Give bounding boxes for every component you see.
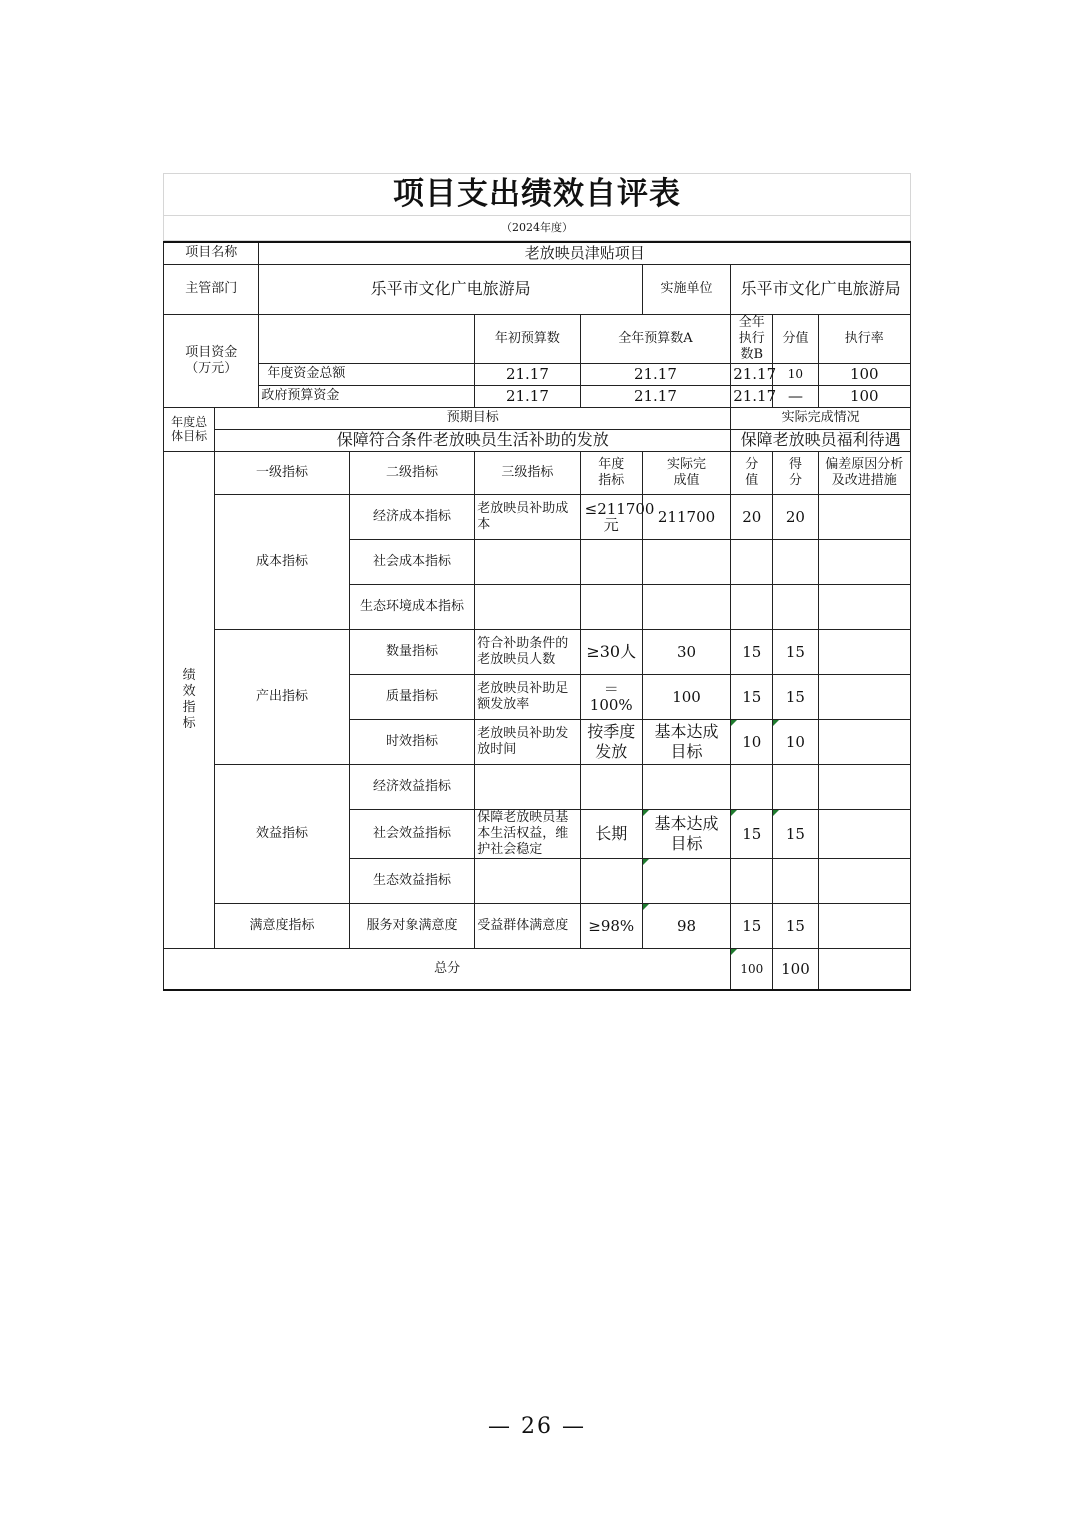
indicator-value <box>731 539 773 584</box>
indicator-level3: 老放映员补助发放时间 <box>475 719 580 764</box>
funds-annual: 21.17 <box>580 385 731 407</box>
indicator-actual <box>642 764 730 809</box>
indicator-target <box>580 539 642 584</box>
indicator-level2: 社会效益指标 <box>349 809 474 858</box>
indicator-value: 15 <box>731 809 773 858</box>
project-name-label: 项目名称 <box>164 242 259 264</box>
goals-expected-label: 预期目标 <box>215 407 731 429</box>
indicator-deviation <box>818 858 910 903</box>
indicator-value <box>731 764 773 809</box>
indicator-level3 <box>475 584 580 629</box>
impl-label: 实施单位 <box>642 264 730 314</box>
indicator-target: ＝100% <box>580 674 642 719</box>
indicator-level2: 时效指标 <box>349 719 474 764</box>
indicators-header-level2: 二级指标 <box>349 451 474 494</box>
funds-rate: 100 <box>818 363 910 385</box>
indicator-row <box>164 764 911 809</box>
goals-actual-label: 实际完成情况 <box>731 407 911 429</box>
indicator-level2: 经济效益指标 <box>349 764 474 809</box>
indicator-level1: 成本指标 <box>215 494 350 629</box>
indicator-level1: 产出指标 <box>215 629 350 764</box>
funds-header-rate: 执行率 <box>818 314 910 363</box>
document-year: （2024年度） <box>163 215 911 241</box>
indicator-actual: 100 <box>642 674 730 719</box>
indicator-target <box>580 764 642 809</box>
indicator-level3: 老放映员补助足额发放率 <box>475 674 580 719</box>
indicator-level3 <box>475 858 580 903</box>
indicator-actual: 基本达成目标 <box>642 809 730 858</box>
project-name-row <box>164 242 911 264</box>
indicator-score: 10 <box>773 719 818 764</box>
indicator-target: 按季度发放 <box>580 719 642 764</box>
indicator-score: 15 <box>773 903 818 948</box>
goals-content-row <box>164 429 911 451</box>
total-value: 100 <box>731 948 773 990</box>
indicator-value: 20 <box>731 494 773 539</box>
dept-name: 乐平市文化广电旅游局 <box>259 264 642 314</box>
funds-label: 项目资金（万元） <box>164 314 259 407</box>
department-row <box>164 264 911 314</box>
funds-score-value: 10 <box>773 363 818 385</box>
indicator-target: 长期 <box>580 809 642 858</box>
indicators-header-actual: 实际完成值 <box>642 451 730 494</box>
indicator-score <box>773 539 818 584</box>
funds-header-annual: 全年预算数A <box>580 314 731 363</box>
indicator-score: 15 <box>773 674 818 719</box>
indicator-target: ≥98% <box>580 903 642 948</box>
total-deviation <box>818 948 910 990</box>
indicator-value: 15 <box>731 629 773 674</box>
funds-row-name: 年度资金总额 <box>259 363 475 385</box>
indicator-deviation <box>818 809 910 858</box>
indicator-level1: 效益指标 <box>215 764 350 903</box>
funds-row-name: 政府预算资金 <box>259 385 475 407</box>
indicator-deviation <box>818 539 910 584</box>
indicators-header-value: 分值 <box>731 451 773 494</box>
indicator-deviation <box>818 629 910 674</box>
indicator-value <box>731 584 773 629</box>
indicators-header-target: 年度指标 <box>580 451 642 494</box>
funds-rate: 100 <box>818 385 910 407</box>
indicator-deviation <box>818 903 910 948</box>
indicator-level3 <box>475 539 580 584</box>
indicator-level1: 满意度指标 <box>215 903 350 948</box>
indicator-deviation <box>818 674 910 719</box>
indicator-score: 15 <box>773 809 818 858</box>
funds-row-government <box>164 385 911 407</box>
funds-header-executed: 全年执行数B <box>731 314 773 363</box>
indicator-value: 10 <box>731 719 773 764</box>
indicator-target: ≤211700元 <box>580 494 642 539</box>
indicator-actual <box>642 858 730 903</box>
indicator-row <box>164 903 911 948</box>
indicator-deviation <box>818 719 910 764</box>
project-name: 老放映员津贴项目 <box>259 242 911 264</box>
indicator-actual: 98 <box>642 903 730 948</box>
funds-row-total <box>164 363 911 385</box>
indicator-score: 20 <box>773 494 818 539</box>
indicator-actual <box>642 539 730 584</box>
indicator-target: ≥30人 <box>580 629 642 674</box>
indicator-level2: 经济成本指标 <box>349 494 474 539</box>
performance-self-evaluation-sheet <box>163 173 911 991</box>
funds-executed: 21.17 <box>731 363 773 385</box>
indicator-level2: 质量指标 <box>349 674 474 719</box>
indicator-level3: 符合补助条件的老放映员人数 <box>475 629 580 674</box>
goals-actual: 保障老放映员福利待遇 <box>731 429 911 451</box>
indicator-level3: 保障老放映员基本生活权益，维护社会稳定 <box>475 809 580 858</box>
indicator-actual <box>642 584 730 629</box>
indicator-deviation <box>818 494 910 539</box>
indicators-header-score: 得分 <box>773 451 818 494</box>
evaluation-table <box>163 241 911 991</box>
goals-expected: 保障符合条件老放映员生活补助的发放 <box>215 429 731 451</box>
indicator-target <box>580 858 642 903</box>
indicators-header-row <box>164 451 911 494</box>
dept-label: 主管部门 <box>164 264 259 314</box>
indicator-row <box>164 494 911 539</box>
goals-header-row <box>164 407 911 429</box>
indicator-level3 <box>475 764 580 809</box>
funds-executed: 21.17 <box>731 385 773 407</box>
funds-annual: 21.17 <box>580 363 731 385</box>
total-score: 100 <box>773 948 818 990</box>
indicator-level2: 生态效益指标 <box>349 858 474 903</box>
indicator-deviation <box>818 584 910 629</box>
indicator-level2: 社会成本指标 <box>349 539 474 584</box>
indicator-actual: 30 <box>642 629 730 674</box>
indicator-value <box>731 858 773 903</box>
indicator-score <box>773 764 818 809</box>
funds-header-initial: 年初预算数 <box>475 314 580 363</box>
goals-label: 年度总体目标 <box>164 407 215 451</box>
funds-header-blank <box>259 314 475 363</box>
indicators-header-level3: 三级指标 <box>475 451 580 494</box>
indicator-row <box>164 629 911 674</box>
indicator-level2: 生态环境成本指标 <box>349 584 474 629</box>
funds-initial: 21.17 <box>475 385 580 407</box>
indicator-actual: 211700 <box>642 494 730 539</box>
indicators-header-deviation: 偏差原因分析及改进措施 <box>818 451 910 494</box>
funds-header-row <box>164 314 911 363</box>
impl-name: 乐平市文化广电旅游局 <box>731 264 911 314</box>
funds-initial: 21.17 <box>475 363 580 385</box>
indicator-value: 15 <box>731 903 773 948</box>
total-label: 总分 <box>164 948 731 990</box>
indicator-level2: 服务对象满意度 <box>349 903 474 948</box>
indicator-score: 15 <box>773 629 818 674</box>
indicator-level2: 数量指标 <box>349 629 474 674</box>
indicator-score <box>773 584 818 629</box>
indicator-value: 15 <box>731 674 773 719</box>
indicator-level3: 老放映员补助成本 <box>475 494 580 539</box>
page-number: — 26 — <box>488 1414 586 1439</box>
document-title: 项目支出绩效自评表 <box>163 173 911 215</box>
indicator-actual: 基本达成目标 <box>642 719 730 764</box>
indicator-target <box>580 584 642 629</box>
indicators-label: 绩效指标 <box>164 451 215 948</box>
funds-score-value: — <box>773 385 818 407</box>
indicator-score <box>773 858 818 903</box>
funds-header-score-value: 分值 <box>773 314 818 363</box>
indicator-level3: 受益群体满意度 <box>475 903 580 948</box>
total-row <box>164 948 911 990</box>
indicator-deviation <box>818 764 910 809</box>
indicators-header-level1: 一级指标 <box>215 451 350 494</box>
